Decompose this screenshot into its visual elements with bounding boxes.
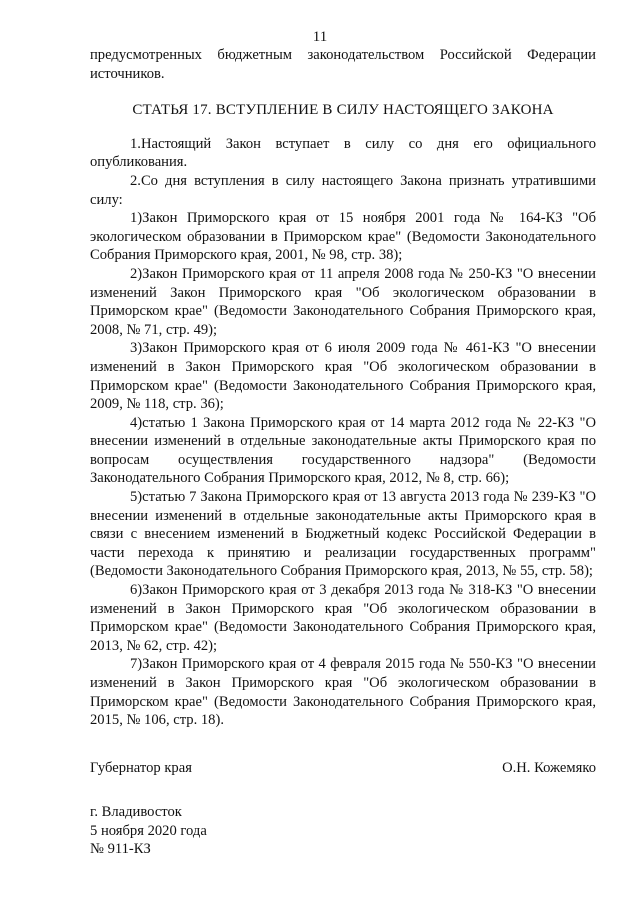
page-number: 11: [312, 29, 328, 45]
signatory-name: О.Н. Кожемяко: [502, 760, 596, 776]
repealed-item-3: 3)Закон Приморского края от 6 июля 2009 года № 461-КЗ "О внесении изменений в Закон Приморского края "Об экологическом образовании в Приморском крае" (Ведомости Законодательного Собрания Приморского края, 2009, № 118, стр. 36);: [90, 340, 596, 413]
signatory-title: Губернатор края: [90, 760, 192, 776]
issuance-details: [90, 803, 207, 859]
repealed-item-6: 6)Закон Приморского края от 3 декабря 2013 года № 318-КЗ "О внесении изменений в Закон Приморского края "Об экологическом образовании в Приморском крае" (Ведомости Законодательного Собрания Приморского края, 2013, № 62, стр. 42);: [90, 582, 596, 654]
intro-continuation: предусмотренных бюджетным законодательством Российской Федерации источников.: [90, 47, 596, 82]
repealed-item-2: 2)Закон Приморского края от 11 апреля 2008 года № 250-КЗ "О внесении изменений Закон Приморского края "Об экологическом образовании в Приморском крае" (Ведомости Законодательного Собрания Приморского края, 2008, № 71, стр. 49);: [90, 265, 596, 338]
repealed-item-5: 5)статью 7 Закона Приморского края от 13 августа 2013 года № 239-КЗ "О внесении изменений в отдельные законодательные акты Приморского края в связи с внесением изменений в Бюджетный кодекс Российской Федерации в части перехода к принятию и реализации государственных программ" (Ведомости Законодательного Собрания Приморского края, 2013, № 55, стр. 58);: [90, 489, 596, 580]
issuance-city: г. Владивосток: [90, 804, 182, 820]
paragraph-2: 2.Со дня вступления в силу настоящего Закона признать утратившими силу:: [90, 172, 596, 208]
law-number: № 911-КЗ: [90, 841, 151, 858]
repealed-item-7: 7)Закон Приморского края от 4 февраля 2015 года № 550-КЗ "О внесении изменений в Закон Приморского края "Об экологическом образовании в Приморском крае" (Ведомости Законодательного Собрания Приморского края, 2015, № 106, стр. 18).: [90, 656, 596, 729]
issuance-date: 5 ноября 2020 года: [90, 822, 207, 839]
article-title: СТАТЬЯ 17. ВСТУПЛЕНИЕ В СИЛУ НАСТОЯЩЕГО ЗАКОНА: [132, 102, 554, 119]
paragraph-1: 1.Настоящий Закон вступает в силу со дня его официального опубликования.: [90, 135, 596, 171]
document-body: [90, 46, 596, 730]
repealed-item-1: 1)Закон Приморского края от 15 ноября 2001 года № 164-КЗ "Об экологическом образовании в Приморском крае" (Ведомости Законодательного Собрания Приморского края, 2001, № 98, стр. 38);: [90, 210, 596, 264]
repealed-item-4: 4)статью 1 Закона Приморского края от 14 марта 2012 года № 22-КЗ "О внесении изменений в отдельные законодательные акты Приморского края по вопросам осуществления государственного надзора" (Ведомости Законодательного Собрания Приморского края, 2012, № 8, стр. 66);: [90, 414, 596, 487]
